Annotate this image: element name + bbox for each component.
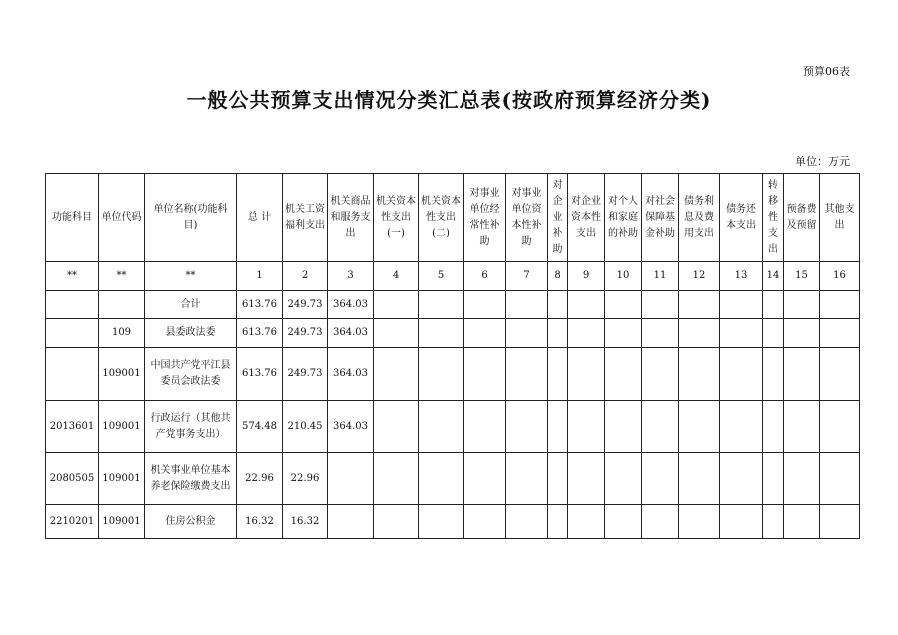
- func-code-cell: [46, 319, 99, 348]
- col-header: 机关资本性支出(一): [374, 174, 419, 262]
- unit-code-cell: 109: [99, 319, 145, 348]
- col-header: 单位代码: [99, 174, 145, 262]
- form-number: 预算06表: [803, 65, 850, 78]
- index-cell: 3: [328, 262, 374, 291]
- unit-code-cell: [99, 291, 145, 319]
- goods-cell: 364.03: [328, 319, 374, 348]
- index-cell: **: [145, 262, 237, 291]
- col-header: 对企业补助: [548, 174, 568, 262]
- goods-cell: 364.03: [328, 348, 374, 401]
- index-cell: 4: [374, 262, 419, 291]
- goods-cell: 364.03: [328, 401, 374, 453]
- index-cell: 2: [283, 262, 328, 291]
- col-header: 债务还本支出: [720, 174, 763, 262]
- unit-name-cell: 住房公积金: [145, 505, 237, 539]
- unit-label: 单位：万元: [795, 155, 850, 168]
- index-cell: 6: [464, 262, 506, 291]
- table-row: [46, 348, 860, 401]
- wage-cell: 249.73: [283, 291, 328, 319]
- func-code-cell: [46, 348, 99, 401]
- total-cell: 613.76: [237, 348, 283, 401]
- col-header: 转移性支出: [763, 174, 784, 262]
- table-row: [46, 505, 860, 539]
- func-code-cell: 2210201: [46, 505, 99, 539]
- index-cell: 15: [784, 262, 820, 291]
- total-cell: 574.48: [237, 401, 283, 453]
- col-header: 功能科目: [46, 174, 99, 262]
- total-cell: 16.32: [237, 505, 283, 539]
- unit-name-cell: 机关事业单位基本养老保险缴费支出: [145, 453, 237, 505]
- goods-cell: [328, 505, 374, 539]
- index-cell: 8: [548, 262, 568, 291]
- index-row: [46, 262, 860, 291]
- table-row: [46, 401, 860, 453]
- index-cell: 10: [605, 262, 642, 291]
- index-cell: 11: [642, 262, 679, 291]
- goods-cell: 364.03: [328, 291, 374, 319]
- col-header: 其他支出: [820, 174, 860, 262]
- col-header: 总 计: [237, 174, 283, 262]
- col-header: 对企业资本性支出: [568, 174, 605, 262]
- unit-code-cell: 109001: [99, 453, 145, 505]
- page-title: 一般公共预算支出情况分类汇总表(按政府预算经济分类): [186, 88, 712, 112]
- index-cell: **: [46, 262, 99, 291]
- col-header: 机关商品和服务支出: [328, 174, 374, 262]
- col-header: 对事业单位经常性补助: [464, 174, 506, 262]
- unit-code-cell: 109001: [99, 348, 145, 401]
- unit-name-cell: 行政运行（其他共产党事务支出）: [145, 401, 237, 453]
- index-cell: 7: [506, 262, 548, 291]
- col-header: 机关资本性支出(二): [419, 174, 464, 262]
- index-cell: 16: [820, 262, 860, 291]
- unit-name-cell: 合计: [145, 291, 237, 319]
- unit-code-cell: 109001: [99, 401, 145, 453]
- index-cell: 13: [720, 262, 763, 291]
- wage-cell: 249.73: [283, 348, 328, 401]
- index-cell: 12: [679, 262, 720, 291]
- header-row: [46, 174, 860, 262]
- col-header: 机关工资福利支出: [283, 174, 328, 262]
- wage-cell: 249.73: [283, 319, 328, 348]
- col-header: 对个人和家庭的补助: [605, 174, 642, 262]
- unit-name-cell: 县委政法委: [145, 319, 237, 348]
- unit-name-cell: 中国共产党平江县委员会政法委: [145, 348, 237, 401]
- col-header: 债务利息及费用支出: [679, 174, 720, 262]
- total-cell: 613.76: [237, 291, 283, 319]
- table-row: [46, 319, 860, 348]
- wage-cell: 16.32: [283, 505, 328, 539]
- wage-cell: 210.45: [283, 401, 328, 453]
- col-header: 对社会保障基金补助: [642, 174, 679, 262]
- total-cell: 22.96: [237, 453, 283, 505]
- func-code-cell: 2013601: [46, 401, 99, 453]
- index-cell: 5: [419, 262, 464, 291]
- wage-cell: 22.96: [283, 453, 328, 505]
- table-row: [46, 291, 860, 319]
- func-code-cell: [46, 291, 99, 319]
- func-code-cell: 2080505: [46, 453, 99, 505]
- col-header: 对事业单位资本性补助: [506, 174, 548, 262]
- index-cell: **: [99, 262, 145, 291]
- goods-cell: [328, 453, 374, 505]
- total-cell: 613.76: [237, 319, 283, 348]
- col-header: 预备费及预留: [784, 174, 820, 262]
- col-header: 单位名称(功能科目): [145, 174, 237, 262]
- table-row: [46, 453, 860, 505]
- index-cell: 1: [237, 262, 283, 291]
- index-cell: 14: [763, 262, 784, 291]
- index-cell: 9: [568, 262, 605, 291]
- expenditure-table: [45, 173, 860, 539]
- unit-code-cell: 109001: [99, 505, 145, 539]
